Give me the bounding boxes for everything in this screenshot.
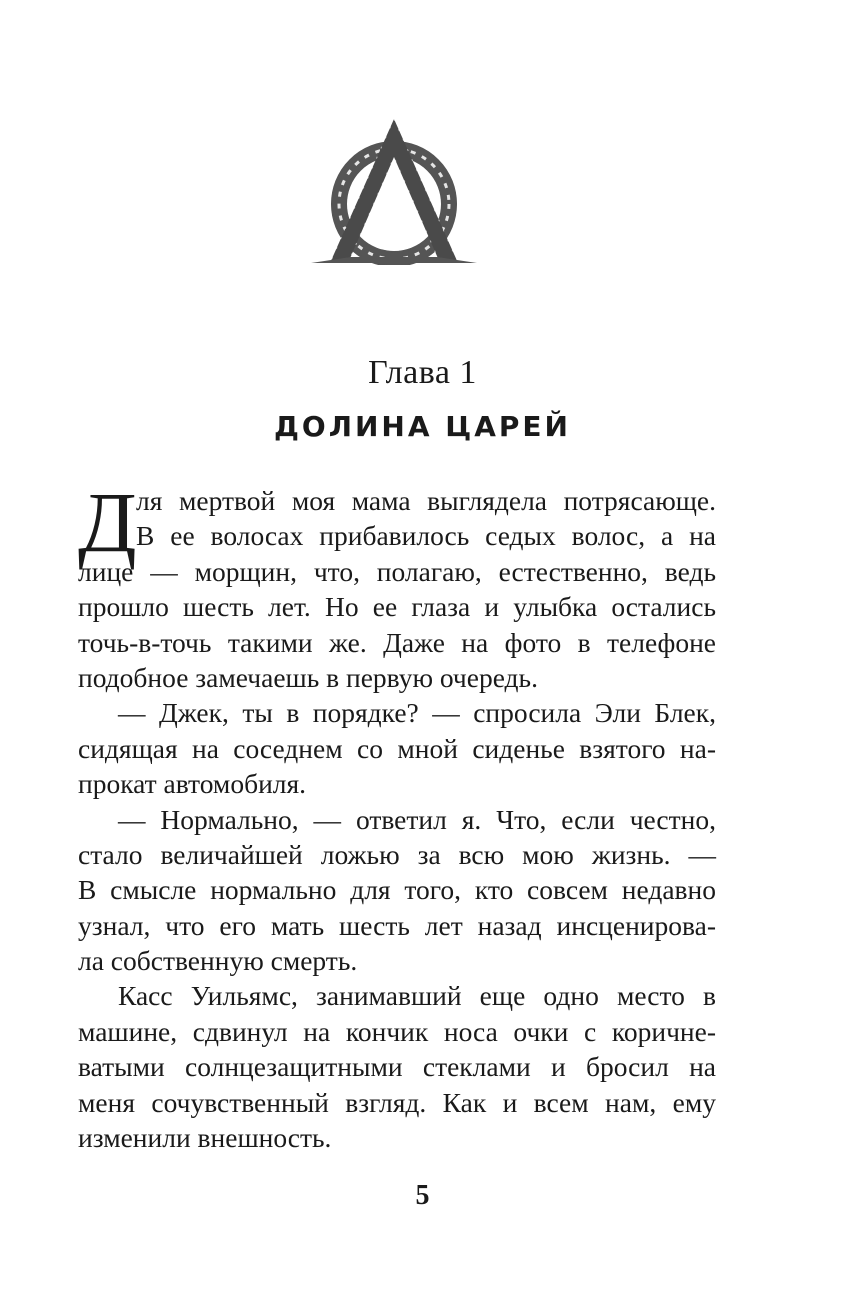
text-line: — Нормально, — ответил я. Что, если честно, bbox=[118, 803, 716, 835]
text-line: ватыми солнцезащитными стеклами и бросил на bbox=[78, 1051, 716, 1083]
text-line: изменили внешность. bbox=[78, 1122, 332, 1154]
paragraph bbox=[78, 474, 716, 695]
text-line: прошло шесть лет. Но ее глаза и улыбка остались bbox=[78, 591, 716, 623]
text-line: меня сочувственный взгляд. Как и всем нам, ему bbox=[78, 1086, 716, 1118]
text-line: машине, сдвинул на кончик носа очки с коричне- bbox=[78, 1015, 716, 1047]
text-line: В смысле нормально для того, кто совсем недавно bbox=[78, 874, 716, 906]
text-line: стало величайшей ложью за всю мою жизнь. — bbox=[78, 838, 716, 870]
text-line: В ее волосах прибавилось седых волос, а на bbox=[136, 520, 716, 552]
text-line: точь-в-точь такими же. Даже на фото в телефоне bbox=[78, 626, 716, 658]
text-line: ла собственную смерть. bbox=[78, 945, 358, 977]
text-line: узнал, что его мать шесть лет назад инсценирова- bbox=[78, 909, 716, 941]
chapter-title: ДОЛИНА ЦАРЕЙ bbox=[273, 410, 571, 443]
text-line: Касс Уильямс, занимавший еще одно место в bbox=[118, 980, 716, 1012]
text-line: прокат автомобиля. bbox=[78, 768, 307, 800]
chapter-label: Глава 1 bbox=[368, 354, 477, 391]
drop-cap: Д bbox=[78, 474, 137, 570]
triangle-circle-emblem-icon bbox=[311, 117, 477, 265]
body-text bbox=[78, 474, 716, 1155]
text-line: — Джек, ты в порядке? — спросила Эли Блек, bbox=[118, 697, 716, 729]
text-line: сидящая на соседнем со мной сиденье взятого на- bbox=[78, 732, 716, 764]
page-number: 5 bbox=[415, 1180, 430, 1211]
paragraph bbox=[78, 978, 716, 1155]
text-line: лице — морщин, что, полагаю, естественно, ведь bbox=[78, 555, 716, 587]
text-line: подобное замечаешь в первую очередь. bbox=[78, 661, 538, 693]
text-line: ля мертвой моя мама выглядела потрясающе. bbox=[136, 485, 716, 516]
paragraph bbox=[78, 695, 716, 801]
paragraph bbox=[78, 802, 716, 979]
